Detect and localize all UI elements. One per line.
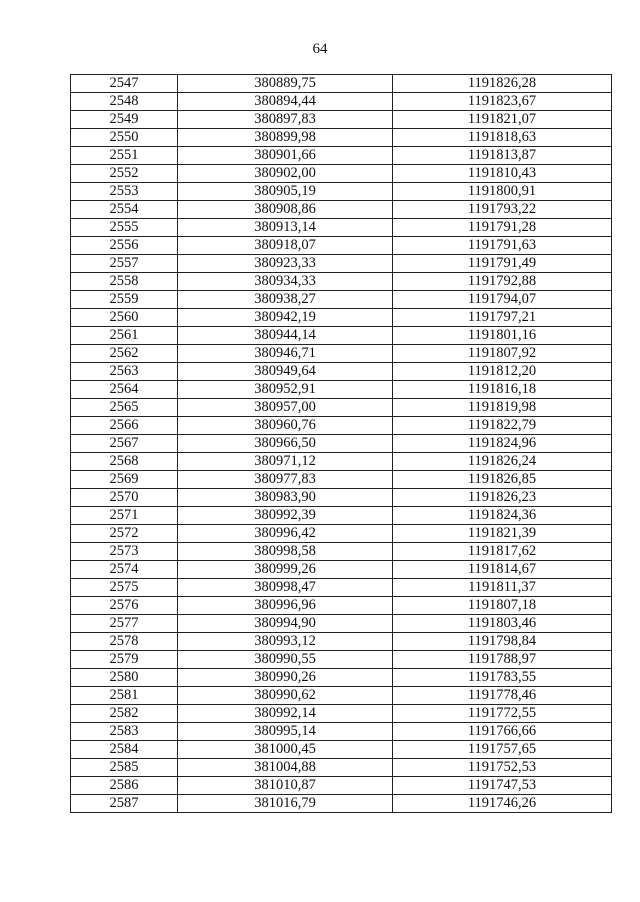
table-row [71,471,612,489]
y-coordinate-cell: 1191812,20 [393,363,612,381]
point-number-cell: 2565 [71,399,178,417]
table-row [71,255,612,273]
x-coordinate-cell: 380993,12 [178,633,393,651]
point-number-cell: 2578 [71,633,178,651]
y-coordinate-cell: 1191792,88 [393,273,612,291]
point-number-cell: 2579 [71,651,178,669]
y-coordinate-cell: 1191826,23 [393,489,612,507]
y-coordinate-cell: 1191810,43 [393,165,612,183]
x-coordinate-cell: 380990,62 [178,687,393,705]
x-coordinate-cell: 380889,75 [178,75,393,93]
point-number-cell: 2577 [71,615,178,633]
x-coordinate-cell: 381016,79 [178,795,393,813]
y-coordinate-cell: 1191746,26 [393,795,612,813]
table-row [71,669,612,687]
point-number-cell: 2583 [71,723,178,741]
table-row [71,759,612,777]
point-number-cell: 2567 [71,435,178,453]
x-coordinate-cell: 380983,90 [178,489,393,507]
table-row [71,435,612,453]
table-row [71,93,612,111]
x-coordinate-cell: 380996,42 [178,525,393,543]
table-row [71,453,612,471]
y-coordinate-cell: 1191791,49 [393,255,612,273]
point-number-cell: 2553 [71,183,178,201]
point-number-cell: 2586 [71,777,178,795]
point-number-cell: 2557 [71,255,178,273]
table-row [71,777,612,795]
x-coordinate-cell: 380918,07 [178,237,393,255]
table-row [71,795,612,813]
table-row [71,741,612,759]
table-row [71,633,612,651]
x-coordinate-cell: 380999,26 [178,561,393,579]
x-coordinate-cell: 380908,86 [178,201,393,219]
y-coordinate-cell: 1191791,63 [393,237,612,255]
y-coordinate-cell: 1191819,98 [393,399,612,417]
point-number-cell: 2574 [71,561,178,579]
point-number-cell: 2550 [71,129,178,147]
y-coordinate-cell: 1191807,18 [393,597,612,615]
x-coordinate-cell: 380949,64 [178,363,393,381]
coordinates-table-body [71,75,612,813]
table-row [71,309,612,327]
x-coordinate-cell: 380944,14 [178,327,393,345]
point-number-cell: 2560 [71,309,178,327]
point-number-cell: 2575 [71,579,178,597]
page-number: 64 [312,41,328,57]
x-coordinate-cell: 380894,44 [178,93,393,111]
y-coordinate-cell: 1191788,97 [393,651,612,669]
y-coordinate-cell: 1191807,92 [393,345,612,363]
point-number-cell: 2549 [71,111,178,129]
point-number-cell: 2548 [71,93,178,111]
y-coordinate-cell: 1191798,84 [393,633,612,651]
table-row [71,561,612,579]
x-coordinate-cell: 380960,76 [178,417,393,435]
x-coordinate-cell: 381010,87 [178,777,393,795]
table-row [71,651,612,669]
y-coordinate-cell: 1191803,46 [393,615,612,633]
y-coordinate-cell: 1191817,62 [393,543,612,561]
y-coordinate-cell: 1191778,46 [393,687,612,705]
y-coordinate-cell: 1191821,07 [393,111,612,129]
y-coordinate-cell: 1191813,87 [393,147,612,165]
point-number-cell: 2555 [71,219,178,237]
point-number-cell: 2566 [71,417,178,435]
table-row [71,507,612,525]
point-number-cell: 2581 [71,687,178,705]
table-row [71,543,612,561]
table-row [71,363,612,381]
table-row [71,183,612,201]
x-coordinate-cell: 380938,27 [178,291,393,309]
x-coordinate-cell: 380913,14 [178,219,393,237]
x-coordinate-cell: 380996,96 [178,597,393,615]
x-coordinate-cell: 380998,58 [178,543,393,561]
table-row [71,147,612,165]
y-coordinate-cell: 1191797,21 [393,309,612,327]
x-coordinate-cell: 380995,14 [178,723,393,741]
point-number-cell: 2561 [71,327,178,345]
table-row [71,219,612,237]
table-row [71,75,612,93]
y-coordinate-cell: 1191757,65 [393,741,612,759]
x-coordinate-cell: 380901,66 [178,147,393,165]
table-row [71,291,612,309]
point-number-cell: 2552 [71,165,178,183]
y-coordinate-cell: 1191821,39 [393,525,612,543]
table-row [71,165,612,183]
table-row [71,687,612,705]
point-number-cell: 2554 [71,201,178,219]
point-number-cell: 2573 [71,543,178,561]
y-coordinate-cell: 1191811,37 [393,579,612,597]
x-coordinate-cell: 380971,12 [178,453,393,471]
table-row [71,597,612,615]
y-coordinate-cell: 1191824,36 [393,507,612,525]
point-number-cell: 2585 [71,759,178,777]
point-number-cell: 2569 [71,471,178,489]
y-coordinate-cell: 1191816,18 [393,381,612,399]
x-coordinate-cell: 381004,88 [178,759,393,777]
point-number-cell: 2580 [71,669,178,687]
table-row [71,381,612,399]
point-number-cell: 2568 [71,453,178,471]
x-coordinate-cell: 380905,19 [178,183,393,201]
y-coordinate-cell: 1191752,53 [393,759,612,777]
coordinates-table [70,74,612,813]
y-coordinate-cell: 1191793,22 [393,201,612,219]
table-row [71,705,612,723]
x-coordinate-cell: 380942,19 [178,309,393,327]
point-number-cell: 2571 [71,507,178,525]
point-number-cell: 2584 [71,741,178,759]
point-number-cell: 2564 [71,381,178,399]
table-row [71,201,612,219]
table-row [71,615,612,633]
table-row [71,111,612,129]
y-coordinate-cell: 1191826,28 [393,75,612,93]
x-coordinate-cell: 380990,26 [178,669,393,687]
point-number-cell: 2556 [71,237,178,255]
y-coordinate-cell: 1191826,85 [393,471,612,489]
y-coordinate-cell: 1191747,53 [393,777,612,795]
y-coordinate-cell: 1191772,55 [393,705,612,723]
table-row [71,579,612,597]
table-row [71,345,612,363]
table-row [71,399,612,417]
point-number-cell: 2559 [71,291,178,309]
y-coordinate-cell: 1191783,55 [393,669,612,687]
point-number-cell: 2576 [71,597,178,615]
table-row [71,417,612,435]
point-number-cell: 2551 [71,147,178,165]
table-row [71,525,612,543]
x-coordinate-cell: 381000,45 [178,741,393,759]
x-coordinate-cell: 380923,33 [178,255,393,273]
x-coordinate-cell: 380952,91 [178,381,393,399]
point-number-cell: 2570 [71,489,178,507]
y-coordinate-cell: 1191818,63 [393,129,612,147]
y-coordinate-cell: 1191766,66 [393,723,612,741]
x-coordinate-cell: 380994,90 [178,615,393,633]
y-coordinate-cell: 1191800,91 [393,183,612,201]
table-row [71,723,612,741]
y-coordinate-cell: 1191824,96 [393,435,612,453]
x-coordinate-cell: 380992,39 [178,507,393,525]
y-coordinate-cell: 1191794,07 [393,291,612,309]
table-row [71,327,612,345]
point-number-cell: 2572 [71,525,178,543]
y-coordinate-cell: 1191826,24 [393,453,612,471]
table-row [71,129,612,147]
point-number-cell: 2563 [71,363,178,381]
x-coordinate-cell: 380957,00 [178,399,393,417]
y-coordinate-cell: 1191791,28 [393,219,612,237]
x-coordinate-cell: 380990,55 [178,651,393,669]
y-coordinate-cell: 1191823,67 [393,93,612,111]
point-number-cell: 2547 [71,75,178,93]
x-coordinate-cell: 380977,83 [178,471,393,489]
x-coordinate-cell: 380902,00 [178,165,393,183]
x-coordinate-cell: 380934,33 [178,273,393,291]
table-row [71,273,612,291]
y-coordinate-cell: 1191814,67 [393,561,612,579]
x-coordinate-cell: 380897,83 [178,111,393,129]
point-number-cell: 2562 [71,345,178,363]
y-coordinate-cell: 1191822,79 [393,417,612,435]
point-number-cell: 2558 [71,273,178,291]
x-coordinate-cell: 380998,47 [178,579,393,597]
point-number-cell: 2587 [71,795,178,813]
y-coordinate-cell: 1191801,16 [393,327,612,345]
x-coordinate-cell: 380899,98 [178,129,393,147]
point-number-cell: 2582 [71,705,178,723]
x-coordinate-cell: 380946,71 [178,345,393,363]
x-coordinate-cell: 380992,14 [178,705,393,723]
table-row [71,489,612,507]
table-row [71,237,612,255]
x-coordinate-cell: 380966,50 [178,435,393,453]
